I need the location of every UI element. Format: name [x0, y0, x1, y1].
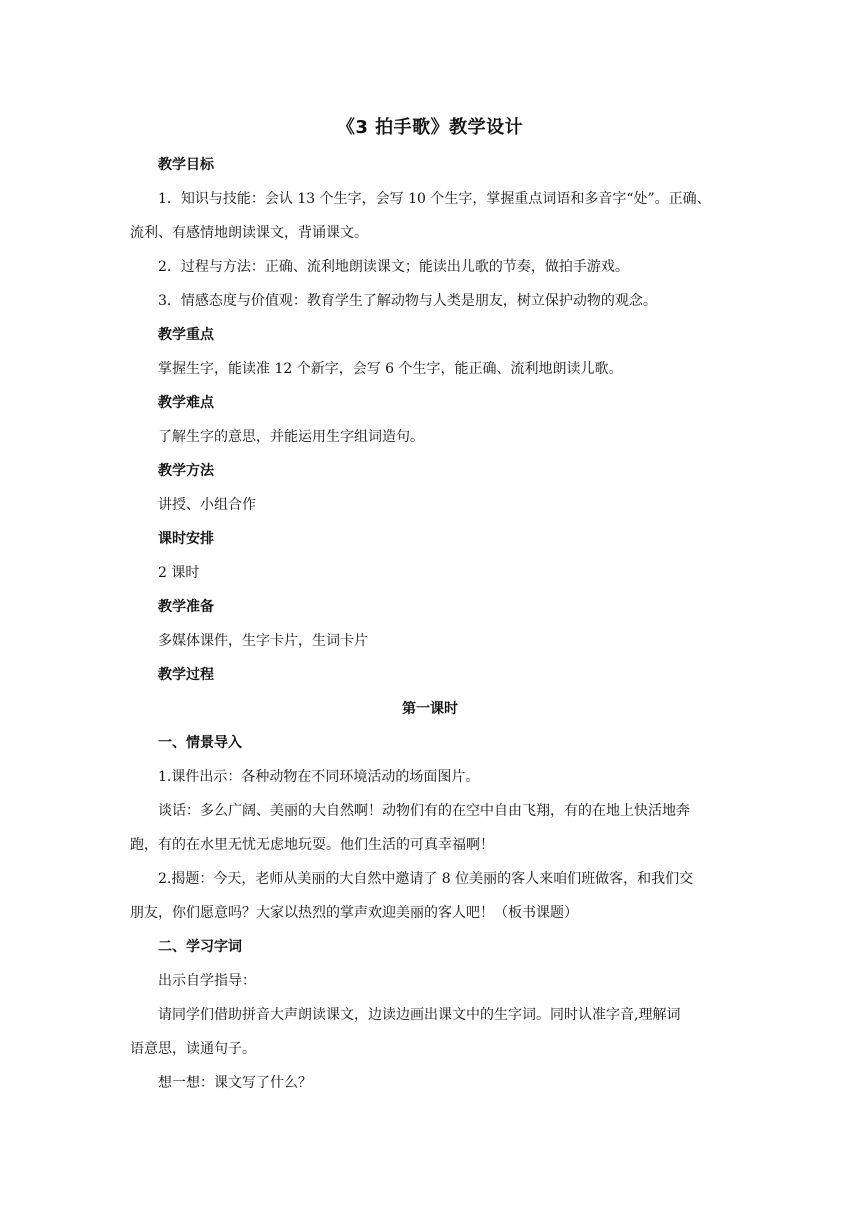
difficulties-text: 了解生字的意思，并能运用生字组词造句。 — [158, 429, 424, 445]
key-points-text: 掌握生字，能读准 12 个新字，会写 6 个生字，能正确、流利地朗读儿歌。 — [158, 361, 623, 377]
difficulties-heading: 教学难点 — [158, 395, 214, 411]
document-title: 《3 拍手歌》教学设计 — [336, 117, 524, 138]
section-1-p1: 1.课件出示：各种动物在不同环境活动的场面图片。 — [158, 769, 480, 785]
section-2-p2-line-2: 语意思，读通句子。 — [130, 1041, 256, 1057]
section-2-p2-line-1: 请同学们借助拼音大声朗读课文，边读边画出课文中的生字词。同时认准字音,理解词 — [158, 1007, 681, 1023]
section-1-p3-line-1: 2.揭题：今天，老师从美丽的大自然中邀请了 8 位美丽的客人来咱们班做客，和我们交 — [158, 871, 694, 887]
objective-2: 2．过程与方法：正确、流利地朗读课文；能读出儿歌的节奏，做拍手游戏。 — [158, 259, 629, 275]
schedule-heading: 课时安排 — [158, 531, 214, 547]
lesson-1-title: 第一课时 — [402, 701, 458, 717]
schedule-text: 2 课时 — [158, 565, 200, 581]
section-2-p3: 想一想：课文写了什么？ — [158, 1075, 312, 1091]
section-1-p2-line-2: 跑，有的在水里无忧无虑地玩耍。他们生活的可真幸福啊！ — [130, 837, 494, 853]
objective-3: 3．情感态度与价值观：教育学生了解动物与人类是朋友，树立保护动物的观念。 — [158, 293, 657, 309]
objective-1-line-2: 流利、有感情地朗读课文，背诵课文。 — [130, 225, 368, 241]
section-1-p2-line-1: 谈话：多么广阔、美丽的大自然啊！动物们有的在空中自由飞翔，有的在地上快活地奔 — [158, 803, 690, 819]
methods-heading: 教学方法 — [158, 463, 214, 479]
preparation-heading: 教学准备 — [158, 599, 214, 615]
process-heading: 教学过程 — [158, 667, 214, 683]
section-2-heading: 二、学习字词 — [158, 939, 242, 955]
preparation-text: 多媒体课件，生字卡片，生词卡片 — [158, 633, 368, 649]
methods-text: 讲授、小组合作 — [158, 497, 256, 513]
key-points-heading: 教学重点 — [158, 327, 214, 343]
section-1-heading: 一、情景导入 — [158, 735, 242, 751]
objectives-heading: 教学目标 — [158, 157, 214, 173]
section-2-p1: 出示自学指导： — [158, 973, 256, 989]
section-1-p3-line-2: 朋友，你们愿意吗？大家以热烈的掌声欢迎美丽的客人吧！（板书课题） — [130, 905, 578, 921]
objective-1-line-1: 1．知识与技能：会认 13 个生字，会写 10 个生字，掌握重点词语和多音字“处”。正确、 — [158, 191, 711, 207]
